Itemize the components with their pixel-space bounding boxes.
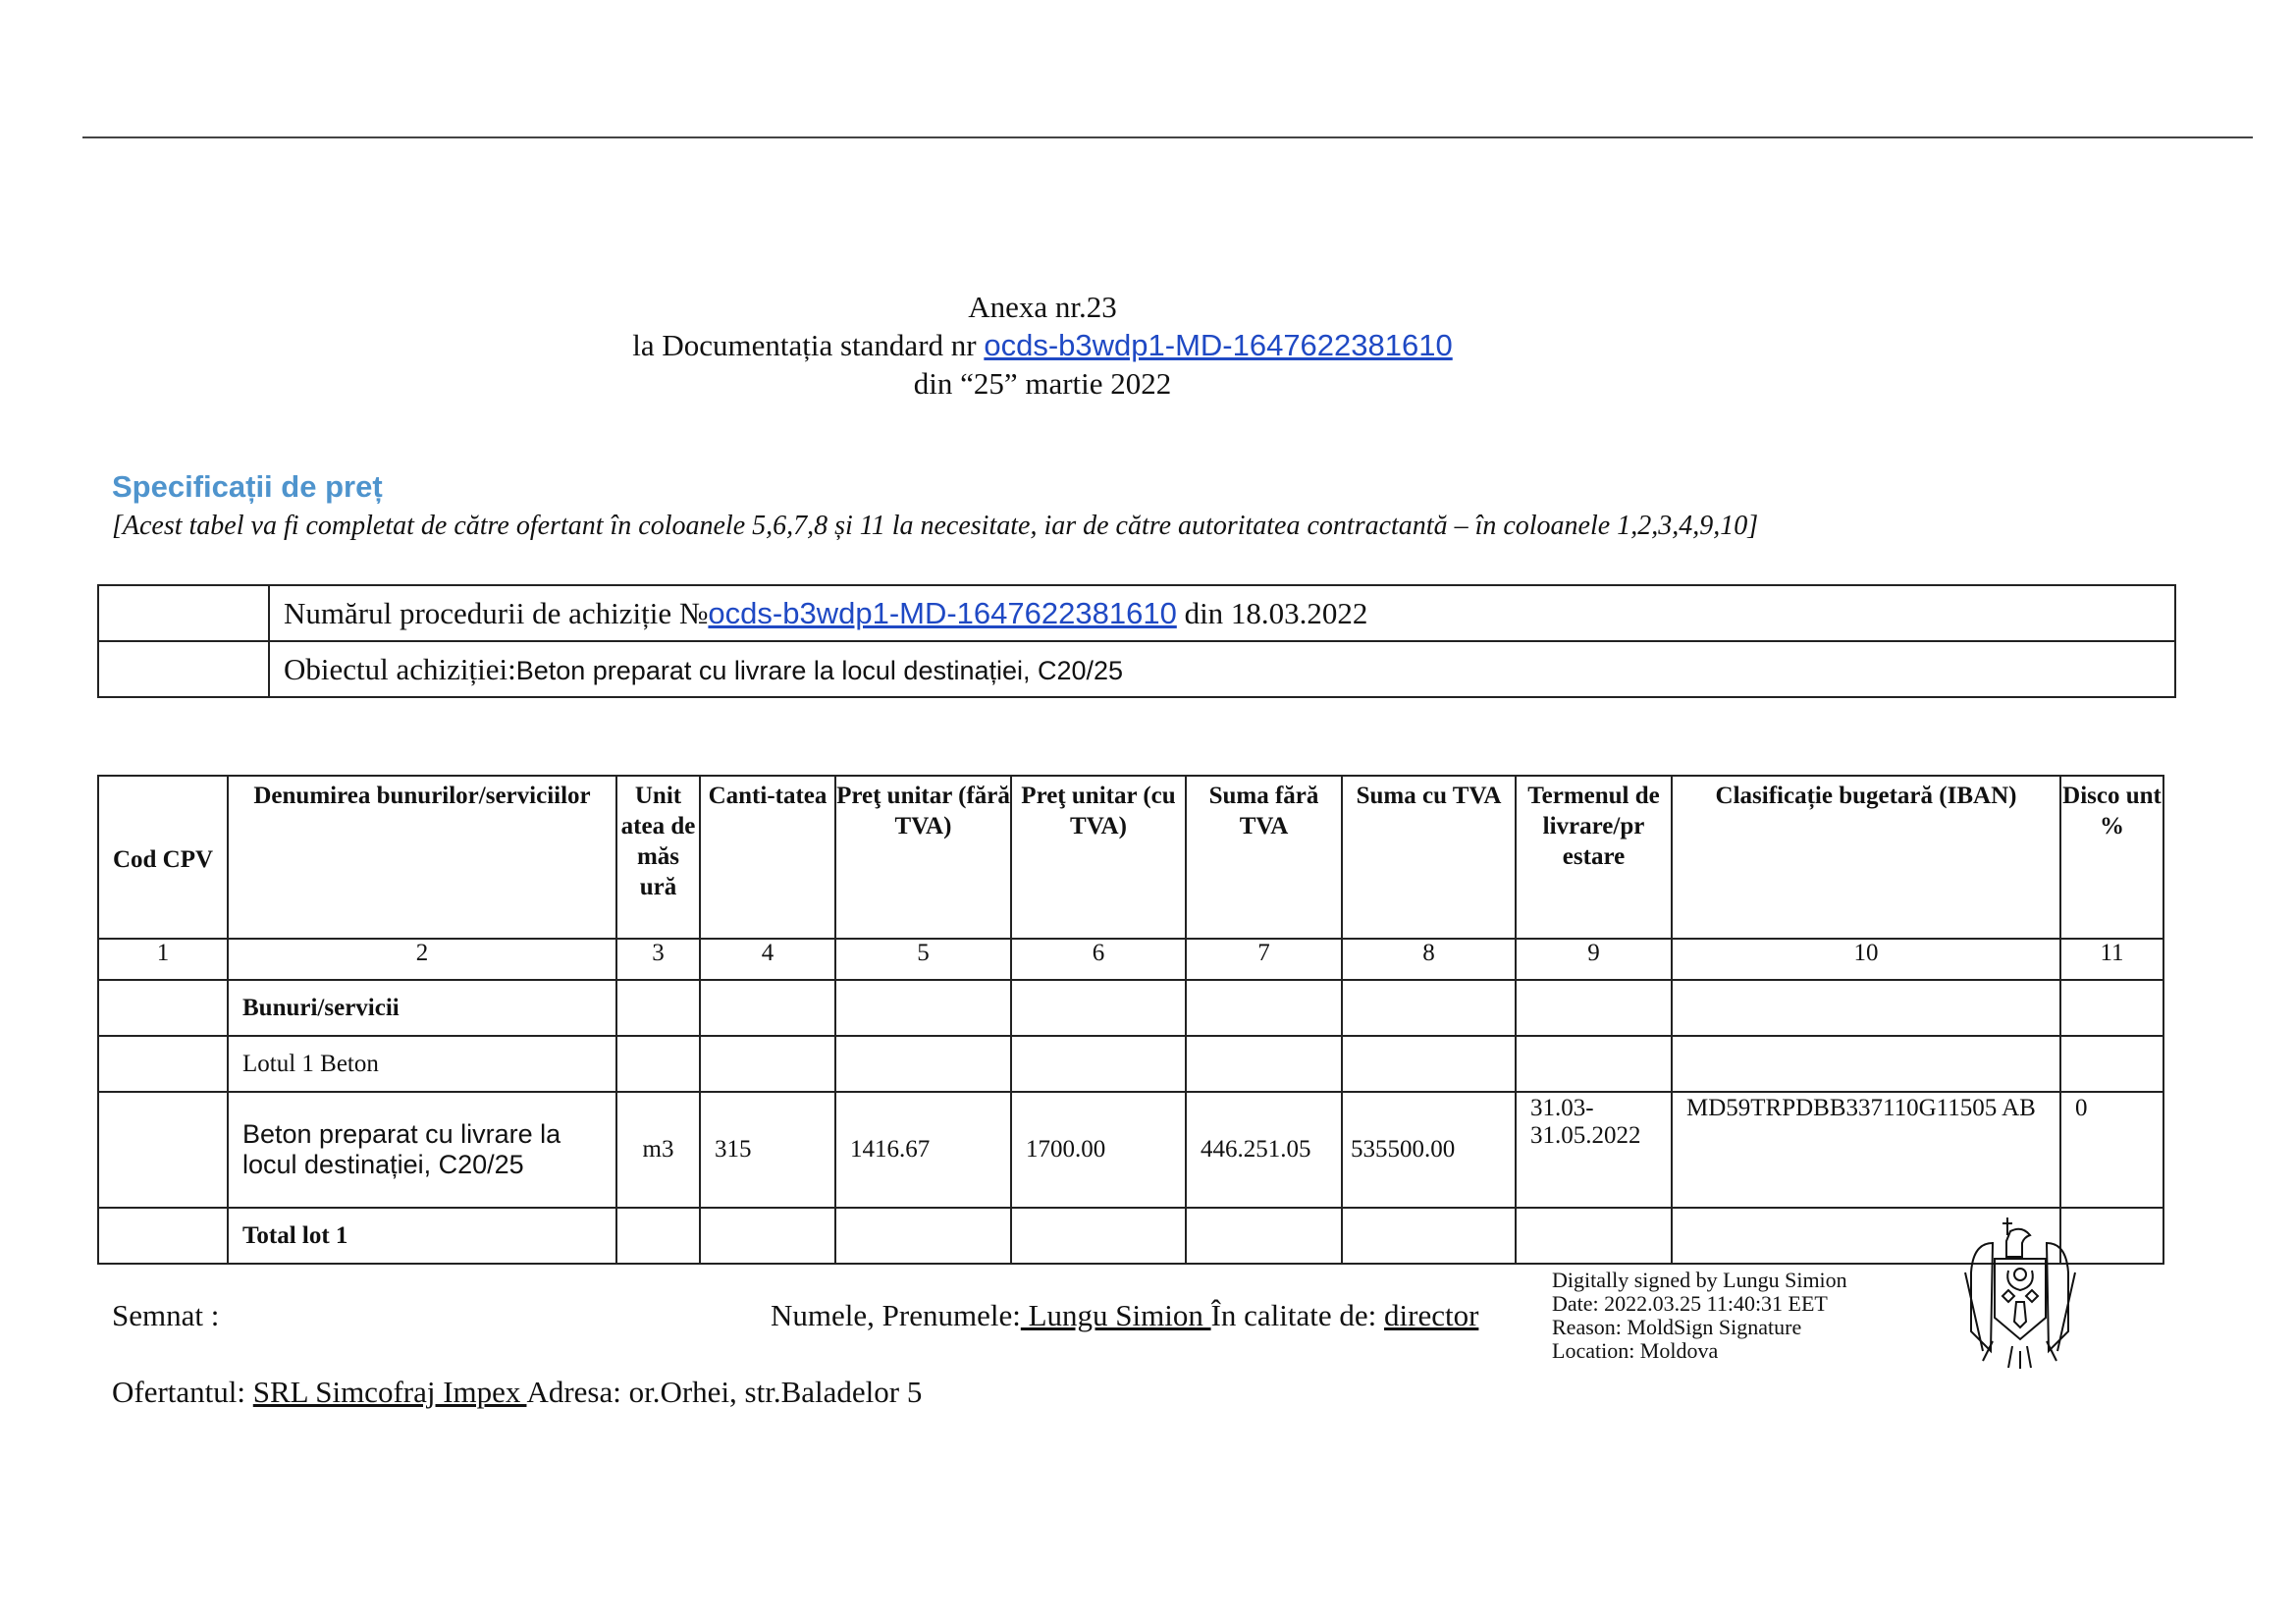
lot-label: Lotul 1 Beton bbox=[228, 1036, 616, 1092]
col-header: Preţ unitar (cu TVA) bbox=[1011, 776, 1186, 939]
procedure-link[interactable]: ocds-b3wdp1-MD-1647622381610 bbox=[708, 595, 1177, 630]
col-number: 5 bbox=[835, 939, 1011, 980]
col-number: 4 bbox=[700, 939, 835, 980]
lot-row bbox=[98, 1036, 2163, 1092]
item-discount: 0 bbox=[2060, 1092, 2163, 1208]
col-number: 2 bbox=[228, 939, 616, 980]
bidder-address: Adresa: or.Orhei, str.Baladelor 5 bbox=[526, 1375, 923, 1409]
col-header: Preţ unitar (fără TVA) bbox=[835, 776, 1011, 939]
role-value: director bbox=[1384, 1298, 1479, 1332]
signature-date: Date: 2022.03.25 11:40:31 EET bbox=[1552, 1291, 1828, 1316]
procedure-info-table bbox=[97, 584, 2176, 698]
item-qty: 315 bbox=[700, 1092, 835, 1208]
item-sum-vat: 535500.00 bbox=[1342, 1092, 1516, 1208]
bidder-line bbox=[112, 1375, 922, 1410]
annex-date: din “25” martie 2022 bbox=[913, 366, 1172, 401]
header-rule bbox=[82, 136, 2253, 138]
annex-title: Anexa nr.23 bbox=[968, 290, 1117, 324]
signer-line bbox=[771, 1298, 1478, 1333]
name-label: Numele, Prenumele: bbox=[771, 1298, 1021, 1332]
signature-location: Location: Moldova bbox=[1552, 1338, 1719, 1363]
annex-subtitle bbox=[0, 327, 2085, 364]
col-header: Termenul de livrare/pr estare bbox=[1516, 776, 1672, 939]
table-row bbox=[98, 1092, 2163, 1208]
procedure-date: din 18.03.2022 bbox=[1176, 595, 1368, 630]
item-iban: MD59TRPDBB337110G11505 AB bbox=[1672, 1092, 2060, 1208]
item-term: 31.03-31.05.2022 bbox=[1516, 1092, 1672, 1208]
group-label: Bunuri/servicii bbox=[228, 980, 616, 1036]
section-note: [Acest tabel va fi completat de către ofertant în coloanele 5,6,7,8 și 11 la necesitate, iar de către autoritatea contractantă – în coloanele 1,2,3,4,9,10] bbox=[112, 511, 1759, 541]
column-number-row bbox=[98, 939, 2163, 980]
item-name: Beton preparat cu livrare la locul destinației, C20/25 bbox=[228, 1092, 616, 1208]
signature-signer: Digitally signed by Lungu Simion bbox=[1552, 1268, 1847, 1292]
digital-signature bbox=[1552, 1269, 1847, 1363]
col-number: 11 bbox=[2060, 939, 2163, 980]
col-number: 7 bbox=[1186, 939, 1342, 980]
signature-reason: Reason: MoldSign Signature bbox=[1552, 1315, 1802, 1339]
subtitle-text: la Documentația standard nr bbox=[632, 328, 985, 362]
section-title: Specificații de preț bbox=[112, 469, 383, 504]
item-sum: 446.251.05 bbox=[1186, 1092, 1342, 1208]
procedure-row bbox=[98, 585, 2175, 641]
bidder-label: Ofertantul: bbox=[112, 1375, 253, 1409]
item-unit: m3 bbox=[616, 1092, 700, 1208]
signed-label: Semnat : bbox=[112, 1298, 220, 1332]
item-price-vat: 1700.00 bbox=[1011, 1092, 1186, 1208]
object-row bbox=[98, 641, 2175, 697]
object-value: Beton preparat cu livrare la locul destinației, C20/25 bbox=[515, 655, 1124, 685]
group-row bbox=[98, 980, 2163, 1036]
role-label: În calitate de: bbox=[1210, 1298, 1385, 1332]
col-number: 8 bbox=[1342, 939, 1516, 980]
price-spec-table bbox=[97, 775, 2164, 1265]
col-number: 1 bbox=[98, 939, 228, 980]
col-number: 10 bbox=[1672, 939, 2060, 980]
name-value: Lungu Simion bbox=[1020, 1298, 1211, 1332]
item-price: 1416.67 bbox=[835, 1092, 1011, 1208]
col-header: Cod CPV bbox=[98, 776, 228, 939]
col-header: Suma cu TVA bbox=[1342, 776, 1516, 939]
col-header: Unit atea de măs ură bbox=[616, 776, 700, 939]
total-label: Total lot 1 bbox=[228, 1208, 616, 1264]
object-label: Obiectul achiziției: bbox=[284, 651, 516, 686]
col-header: Suma fără TVA bbox=[1186, 776, 1342, 939]
col-number: 9 bbox=[1516, 939, 1672, 980]
header-row bbox=[98, 776, 2163, 939]
col-header: Canti-tatea bbox=[700, 776, 835, 939]
bidder-value: SRL Simcofraj Impex bbox=[252, 1375, 527, 1409]
col-number: 6 bbox=[1011, 939, 1186, 980]
col-header: Disco unt % bbox=[2060, 776, 2163, 939]
col-header: Denumirea bunurilor/serviciilor bbox=[228, 776, 616, 939]
total-row bbox=[98, 1208, 2163, 1264]
procedure-label: Numărul procedurii de achiziție № bbox=[284, 595, 709, 630]
col-header: Clasificație bugetară (IBAN) bbox=[1672, 776, 2060, 939]
moldova-coat-of-arms-icon bbox=[1953, 1214, 2086, 1371]
col-number: 3 bbox=[616, 939, 700, 980]
doc-link[interactable]: ocds-b3wdp1-MD-1647622381610 bbox=[984, 328, 1453, 362]
